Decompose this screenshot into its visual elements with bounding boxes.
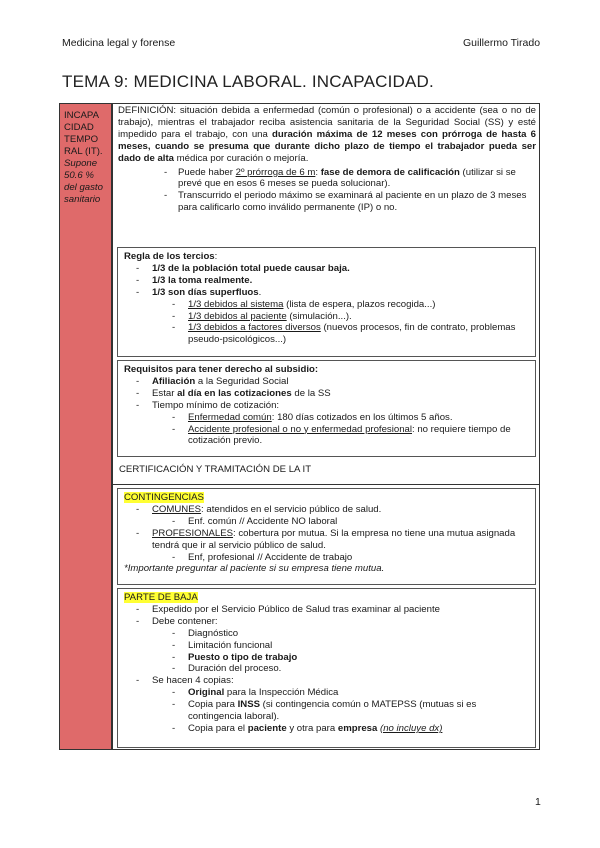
list-item: - Puesto o tipo de trabajo xyxy=(172,651,298,663)
list-item: - Estar al día en las cotizaciones de la SS xyxy=(136,387,331,399)
list-item: - Diagnóstico xyxy=(172,627,239,639)
header-left: Medicina legal y forense xyxy=(62,37,176,49)
list-item: - Afiliación a la Seguridad Social xyxy=(136,375,289,387)
requisitos-heading: Requisitos para tener derecho al subsidio: xyxy=(124,364,319,375)
sidebar-note-line: Supone xyxy=(64,158,98,169)
contingencias-box xyxy=(117,488,536,585)
list-item: - Accidente profesional o no y enfermedad profesional: no requiere tiempo de cotización previo. xyxy=(172,423,511,447)
list-item: - 1/3 debidos al paciente (simulación...). xyxy=(172,310,352,322)
list-item: - 1/3 la toma realmente. xyxy=(136,274,253,286)
list-item: - 1/3 debidos al sistema (lista de espera, plazos recogida...) xyxy=(172,298,436,310)
definicion-text: DEFINICIÓN: situación debida a enfermedad (común o profesional) o a accidente (sea o no de trabajo), mientras el trabajador reciba asistencia sanitaria de la Seguridad Social (SS) y esté impedido para el trabajo, con una duración máxima de 12 meses con prórroga de hasta 6 meses, cuando se presuma que durante dicho plazo de tiempo el trabajador pueda ser dado de alta médica por curación o mejoría. xyxy=(118,105,536,164)
list-item: - Duración del proceso. xyxy=(172,663,282,675)
list-item: - Se hacen 4 copias: xyxy=(136,675,234,687)
page-number: 1 xyxy=(535,796,541,808)
list-item: - Enf. común // Accidente NO laboral xyxy=(172,515,338,527)
contingencias-note: *Importante preguntar al paciente si su empresa tiene mutua. xyxy=(124,563,385,575)
list-item: - Expedido por el Servicio Público de Salud tras examinar al paciente xyxy=(136,603,440,615)
list-item: - 1/3 son días superfluos. xyxy=(136,286,262,298)
list-item: - COMUNES: atendidos en el servicio público de salud. xyxy=(136,503,382,515)
list-item: - Original para la Inspección Médica xyxy=(172,687,339,699)
list-item: - Transcurrido el periodo máximo se examinará al paciente en un plazo de 3 meses para calificarlo como inválido permanente (IP) o no. xyxy=(164,190,527,214)
list-item: - Enfermedad común: 180 días cotizados en los últimos 5 años. xyxy=(172,411,453,423)
sidebar-label xyxy=(59,103,112,750)
sidebar-line: INCAPA xyxy=(64,110,100,121)
list-item: - Debe contener: xyxy=(136,615,218,627)
list-item: - Limitación funcional xyxy=(172,639,273,651)
sidebar-line: TEMPO xyxy=(64,134,99,145)
tercios-heading: Regla de los tercios: xyxy=(124,251,218,262)
page-title: TEMA 9: MEDICINA LABORAL. INCAPACIDAD. xyxy=(62,72,434,91)
list-item: - 1/3 de la población total puede causar baja. xyxy=(136,262,350,274)
definicion-section xyxy=(116,105,538,214)
parte-baja-box xyxy=(117,588,536,748)
sidebar-note-line: sanitario xyxy=(64,194,101,205)
list-item: - Copia para INSS (si contingencia común o MATEPSS (mutuas si es contingencia laboral). xyxy=(172,699,477,723)
list-item: - Puede haber 2º prórroga de 6 m: fase de demora de calificación (utilizar si se prevé que en esos 6 meses se pueda solucionar). xyxy=(164,166,516,190)
contingencias-heading: CONTINGENCIAS xyxy=(124,492,204,503)
list-item: - Tiempo mínimo de cotización: xyxy=(136,399,280,411)
header-right: Guillermo Tirado xyxy=(463,37,541,49)
tercios-box xyxy=(117,247,536,357)
certificacion-heading: CERTIFICACIÓN Y TRAMITACIÓN DE LA IT xyxy=(119,464,312,475)
list-item: - PROFESIONALES: cobertura por mutua. Si la empresa no tiene una mutua asignada tendrá que ir al servicio público de salud. xyxy=(136,527,516,551)
list-item: - Copia para el paciente y otra para empresa (no incluye dx) xyxy=(172,722,443,734)
sidebar-note-line: del gasto xyxy=(64,182,103,193)
parte-baja-heading: PARTE DE BAJA xyxy=(124,592,198,603)
list-item: - 1/3 debidos a factores diversos (nuevos procesos, fin de contrato, problemas pseudo-psicológicos...) xyxy=(172,322,516,346)
list-item: - Enf, profesional // Accidente de trabajo xyxy=(172,551,353,563)
sidebar-line: CIDAD xyxy=(64,122,94,133)
sidebar-line: RAL (IT). xyxy=(64,146,103,157)
requisitos-box xyxy=(117,360,536,457)
sidebar-note-line: 50.6 % xyxy=(64,170,94,181)
divider xyxy=(112,484,540,485)
